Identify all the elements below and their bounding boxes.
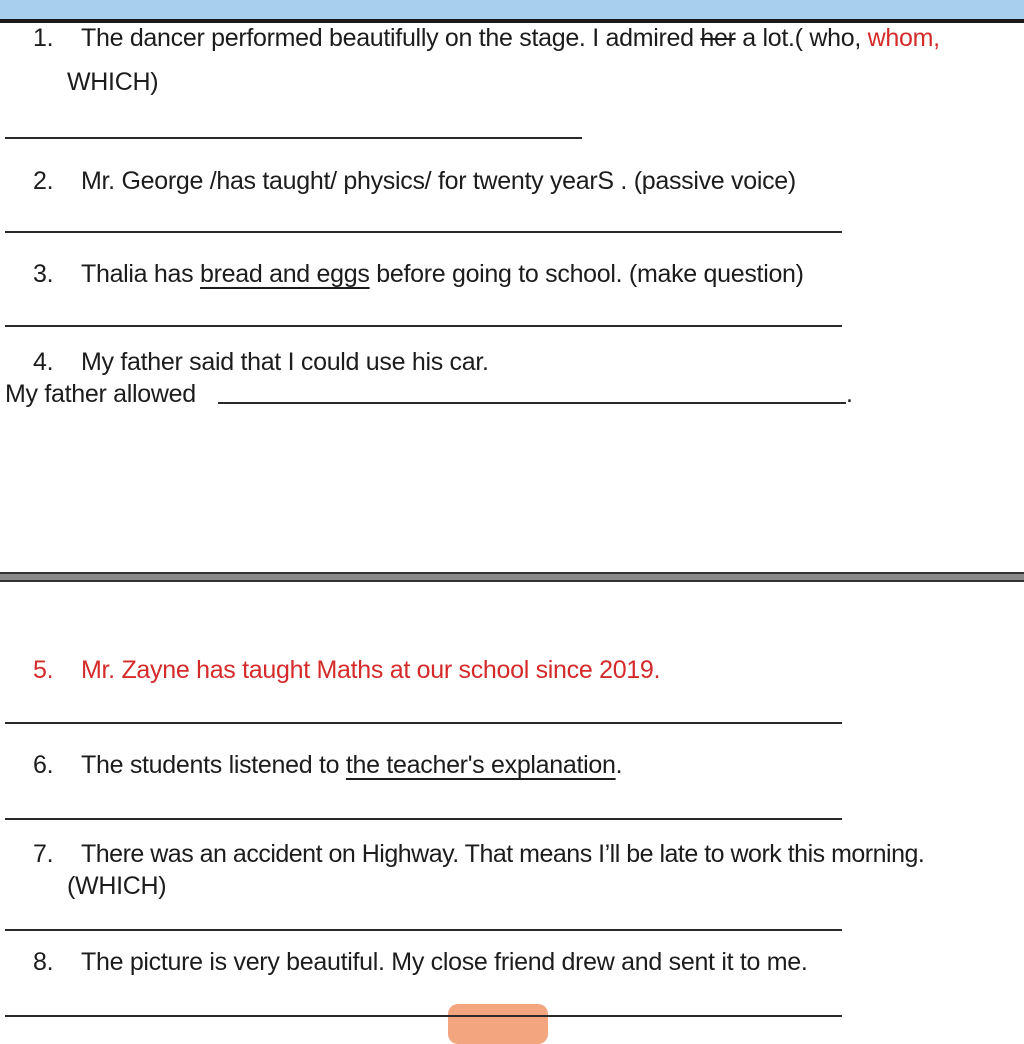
question-1-continuation: WHICH) bbox=[67, 68, 159, 96]
question-1-text bbox=[81, 24, 940, 53]
question-3-text bbox=[81, 260, 804, 289]
question-4-prompt: My father allowed bbox=[5, 380, 196, 408]
question-1-text-after: a lot.( who, bbox=[742, 24, 861, 52]
answer-line-6 bbox=[5, 818, 842, 820]
answer-line-7 bbox=[5, 929, 842, 931]
answer-line-3 bbox=[5, 325, 842, 327]
question-1-number: 1. bbox=[33, 24, 54, 52]
page-divider bbox=[0, 572, 1024, 582]
question-4-end: . bbox=[846, 380, 853, 408]
answer-line-8 bbox=[5, 1015, 842, 1017]
question-6-text-before: The students listened to bbox=[81, 751, 340, 779]
top-bar bbox=[0, 0, 1024, 19]
question-7-number: 7. bbox=[33, 840, 54, 868]
question-7-continuation: (WHICH) bbox=[67, 872, 167, 900]
answer-line-1 bbox=[5, 137, 582, 139]
question-4-text: My father said that I could use his car. bbox=[81, 348, 489, 376]
question-1-highlighted: whom, bbox=[867, 24, 940, 52]
question-2-number: 2. bbox=[33, 167, 54, 195]
question-1 bbox=[33, 24, 53, 53]
question-1-struck-word: her bbox=[700, 24, 736, 52]
answer-line-2 bbox=[5, 231, 842, 233]
question-5-number: 5. bbox=[33, 656, 54, 684]
question-6-number: 6. bbox=[33, 751, 54, 779]
question-8-number: 8. bbox=[33, 948, 54, 976]
question-3-text-after: before going to school. (make question) bbox=[376, 260, 804, 288]
page-indicator[interactable] bbox=[448, 1004, 548, 1044]
question-3-number: 3. bbox=[33, 260, 54, 288]
answer-line-5 bbox=[5, 722, 842, 724]
question-1-text-before: The dancer performed beautifully on the stage. I admired bbox=[81, 24, 694, 52]
question-7-text: There was an accident on Highway. That means I’ll be late to work this morning. bbox=[81, 840, 925, 868]
question-4-number: 4. bbox=[33, 348, 54, 376]
question-6-text-after: . bbox=[615, 751, 623, 779]
question-6-underlined: the teacher's explanation bbox=[345, 751, 616, 779]
question-8-text: The picture is very beautiful. My close friend drew and sent it to me. bbox=[81, 948, 808, 976]
answer-line-4 bbox=[218, 402, 846, 404]
question-3-text-before: Thalia has bbox=[81, 260, 194, 288]
question-5-text: Mr. Zayne has taught Maths at our school since 2019. bbox=[81, 656, 661, 684]
question-6-text bbox=[81, 751, 622, 780]
question-3-underlined: bread and eggs bbox=[200, 260, 370, 288]
top-bar-border bbox=[0, 19, 1024, 23]
question-2-text: Mr. George /has taught/ physics/ for twenty yearS . (passive voice) bbox=[81, 167, 796, 195]
